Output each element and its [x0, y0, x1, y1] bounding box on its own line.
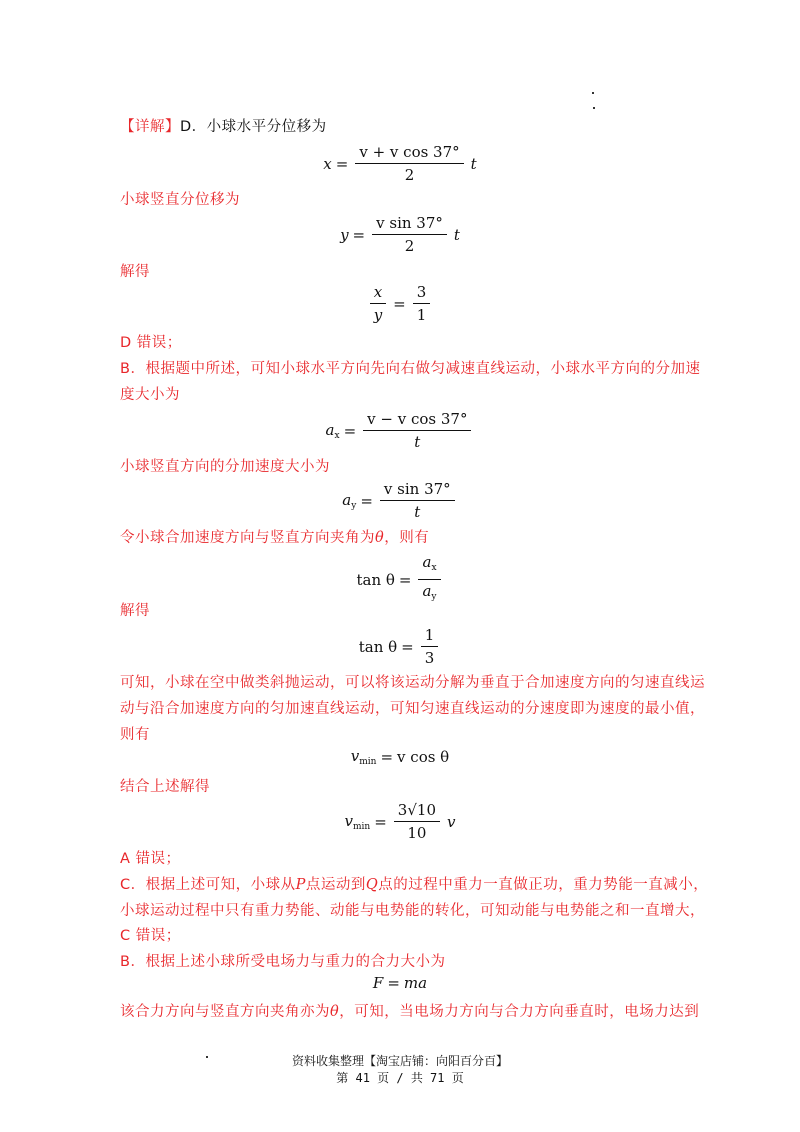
eq-denominator: 2: [404, 237, 415, 255]
eq-lhs: v: [344, 811, 353, 830]
eq-denominator: 1: [416, 306, 427, 324]
point-q-symbol: Q: [365, 877, 379, 893]
eq-subscript: x: [431, 563, 437, 573]
text-line: [120, 115, 327, 136]
eq-numerator: v − v cos 37°: [363, 410, 471, 431]
equation: tan θ = $\frac{a_x}{a_y}$: [0, 553, 800, 606]
text-line: 小球运动过程中只有重力势能、动能与电势能的转化，可知动能与电势能之和一直增大，: [120, 903, 705, 919]
eq-numerator: v sin 37°: [372, 214, 447, 235]
text-span: ，则有: [384, 530, 430, 546]
eq-rhs: ma: [403, 974, 428, 992]
text-line: 小球竖直方向的分加速度大小为: [120, 459, 330, 475]
text-line: B．根据上述小球所受电场力与重力的合力大小为: [120, 954, 446, 970]
text-line: D 错误；: [120, 335, 182, 351]
detail-label: 【详解】: [120, 119, 180, 135]
eq-denominator: t: [414, 503, 421, 521]
eq-denominator: 2: [404, 166, 415, 184]
eq-tail: t: [470, 154, 477, 173]
eq-lhs: F: [372, 974, 384, 992]
text-span: 该合力方向与竖直方向夹角亦为: [120, 1004, 330, 1020]
text-span: 令小球合加速度方向与竖直方向夹角为: [120, 530, 375, 546]
eq-subscript: y: [431, 592, 437, 602]
eq-numerator: v + v cos 37°: [355, 143, 463, 164]
eq-denominator: 10: [407, 824, 427, 842]
eq-subscript: y: [351, 500, 357, 511]
eq-numerator: x: [370, 283, 386, 304]
eq-numerator: v sin 37°: [380, 480, 455, 501]
text-span: ，可知，当电场力方向与合力方向垂直时，电场力达到: [339, 1004, 700, 1020]
text-line: 解得: [120, 264, 150, 280]
equation: $v_{min}$ = v cos θ: [350, 747, 450, 767]
eq-subscript: min: [359, 757, 377, 767]
eq-lhs: x: [323, 154, 332, 173]
text-span: 点的过程中重力一直做正功，重力势能一直减小，: [378, 877, 709, 893]
eq-tail: v: [447, 812, 456, 831]
eq-denominator: y: [373, 306, 383, 324]
eq-numerator: 3√10: [394, 801, 440, 822]
text-span: 点运动到: [305, 877, 366, 893]
text-line: [120, 526, 429, 547]
eq-numerator: a: [422, 553, 432, 571]
text-line: 则有: [120, 727, 150, 743]
text-line: 结合上述解得: [120, 779, 210, 795]
equation: $a_y$ = $\frac{\text{v sin 37°}}{t}$: [0, 480, 800, 521]
text-line: [120, 873, 708, 894]
equation: tan θ = $\frac{1}{3}$: [0, 626, 800, 667]
eq-lhs: tan θ: [356, 570, 395, 589]
text-line: 小球竖直分位移为: [120, 192, 240, 208]
text-line: A 错误；: [120, 851, 181, 867]
corner-mark: [592, 92, 594, 94]
equation: $\frac{x}{y}$ = $\frac{3}{1}$: [0, 283, 800, 324]
eq-denominator: t: [414, 433, 421, 451]
eq-subscript: min: [353, 821, 371, 832]
text-line: 可知，小球在空中做类斜抛运动，可以将该运动分解为垂直于合加速度方向的匀速直线运: [120, 675, 705, 691]
equation: F = ma: [372, 974, 428, 992]
equation: $v_{min}$ = $\frac{3√10}{10}$ v: [344, 801, 456, 842]
eq-subscript: x: [334, 430, 340, 441]
eq-lhs: y: [340, 225, 349, 244]
text-span: C．根据上述可知，小球从: [120, 877, 296, 893]
eq-lhs: a: [342, 490, 352, 509]
text-line: 解得: [120, 603, 150, 619]
page-number: 第 41 页 / 共 71 页: [336, 1071, 464, 1085]
point-p-symbol: P: [295, 877, 306, 893]
theta-symbol: θ: [375, 530, 385, 546]
eq-numerator: 3: [413, 283, 431, 304]
text-line: 度大小为: [120, 387, 180, 403]
text-line: 动与沿合加速度方向的匀加速直线运动，可知匀速直线运动的分速度即为速度的最小值，: [120, 701, 705, 717]
equation: y = $\frac{\text{v sin 37°}}{2}$ t: [340, 214, 460, 255]
text-line: [120, 1000, 699, 1021]
corner-mark: [593, 107, 595, 109]
eq-lhs: v: [350, 747, 360, 765]
eq-rhs: v cos θ: [397, 748, 450, 766]
text-span: D．小球水平分位移为: [180, 119, 327, 135]
eq-tail: t: [453, 225, 460, 244]
equation: $a_x$ = $\frac{\text{v − v cos 37°}}{t}$: [0, 410, 800, 451]
footer-source: 资料收集整理【淘宝店铺：向阳百分百】: [291, 1054, 508, 1068]
text-line: C 错误；: [120, 928, 181, 944]
eq-numerator: 1: [421, 626, 439, 647]
equation: x = $\frac{\text{v + v cos 37°}}{2}$ t: [323, 143, 477, 184]
eq-lhs: tan θ: [358, 637, 398, 656]
eq-lhs: a: [325, 420, 335, 439]
theta-symbol: θ: [330, 1004, 340, 1020]
eq-denominator: 3: [424, 649, 435, 667]
text-line: B．根据题中所述，可知小球水平方向先向右做匀减速直线运动，小球水平方向的分加速: [120, 361, 701, 377]
eq-denominator: a: [422, 582, 432, 600]
